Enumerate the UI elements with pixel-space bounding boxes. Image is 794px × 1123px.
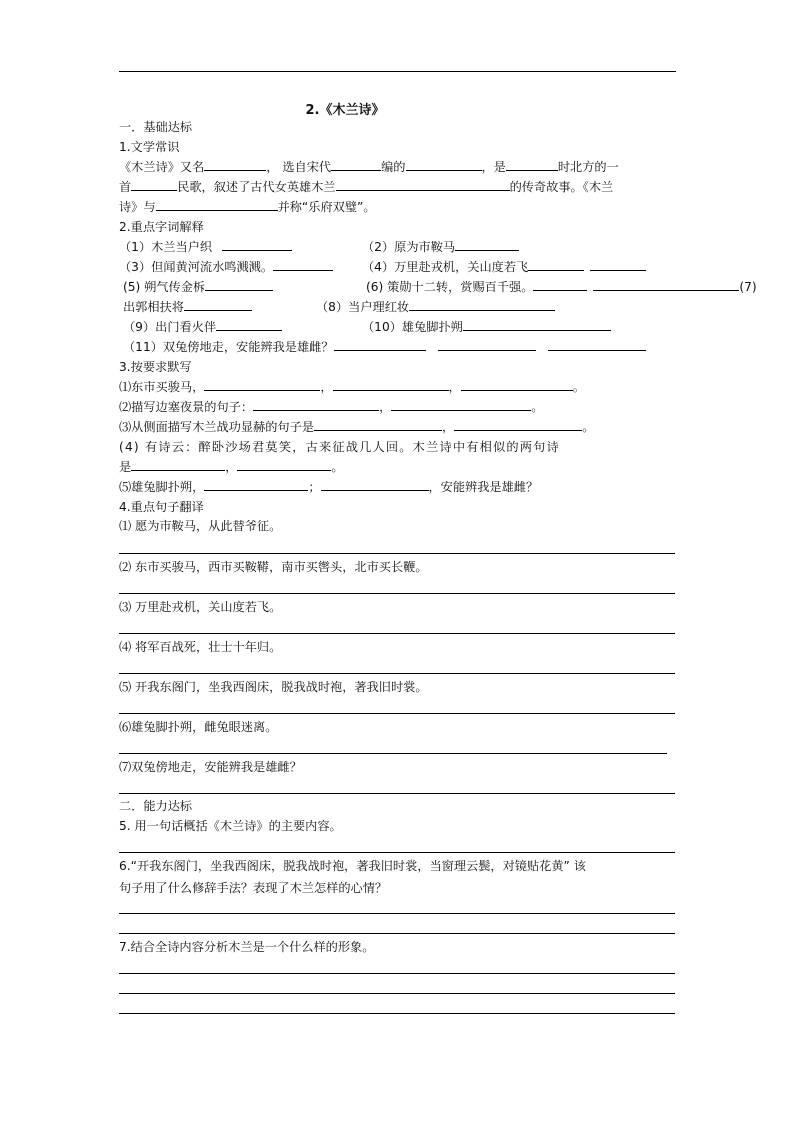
punct: 。 — [572, 380, 585, 394]
q2-row2 — [119, 259, 333, 275]
blank[interactable] — [204, 479, 308, 491]
q6-text-line1: 6.“开我东阁门，坐我西阁床，脱我战时袍，著我旧时裳，当窗理云鬓，对镜贴花黄” 该 — [119, 859, 586, 873]
q3-text: ⑸雄兔脚扑朔， — [119, 480, 205, 494]
blank[interactable] — [204, 379, 320, 391]
q2-item: （8）当户理红妆 — [316, 300, 410, 314]
q4-heading: 4.重点句子翻译 — [119, 500, 204, 514]
blank[interactable] — [409, 299, 555, 311]
blank[interactable] — [131, 459, 225, 471]
q2-row4 — [123, 299, 252, 315]
blank[interactable] — [131, 179, 177, 191]
q4-sentence-3: ⑶ 万里赴戎机，关山度若飞。 — [119, 600, 282, 614]
punct: ； — [308, 480, 321, 494]
q1-heading: 1.文学常识 — [119, 140, 180, 154]
q4-sentence-4: ⑷ 将军百战死，壮士十年归。 — [119, 640, 282, 654]
answer-line[interactable] — [119, 933, 675, 934]
q1-text: 首 — [119, 180, 132, 194]
q1-text: 的传奇故事。《木兰 — [509, 180, 614, 194]
q2-item: （10）雄兔脚扑朔 — [362, 320, 463, 334]
q2-item-number: (7) — [739, 280, 757, 294]
q2-item: （3）但闻黄河流水鸣溅溅。 — [119, 260, 274, 274]
q2-item: (5) 朔气传金柝 — [123, 280, 206, 294]
q2-row5b — [362, 319, 611, 335]
section1-heading: 一．基础达标 — [119, 120, 193, 134]
blank[interactable] — [156, 199, 278, 211]
q1-line1 — [119, 159, 619, 175]
answer-line[interactable] — [119, 673, 675, 674]
answer-line[interactable] — [119, 633, 675, 634]
blank[interactable] — [406, 159, 482, 171]
blank[interactable] — [216, 319, 282, 331]
blank[interactable] — [593, 279, 739, 291]
q4-sentence-6: ⑹雄兔脚扑朔，雌兔眼迷离。 — [119, 720, 278, 734]
q1-text: 并称“乐府双璧”。 — [277, 200, 376, 214]
q2-row4b — [316, 299, 555, 315]
q1-text: 编的 — [381, 160, 406, 174]
q2-row3 — [123, 279, 273, 295]
blank[interactable] — [205, 279, 273, 291]
q1-line3 — [119, 199, 376, 215]
answer-line[interactable] — [119, 753, 667, 754]
answer-line[interactable] — [119, 852, 675, 853]
q2-item: （9）出门看火伴 — [123, 320, 217, 334]
punct: ， — [442, 420, 455, 434]
q4-sentence-2: ⑵ 东市买骏马，西市买鞍鞯，南市买辔头，北市买长鞭。 — [119, 560, 428, 574]
q1-text: 诗》与 — [119, 200, 156, 214]
blank[interactable] — [222, 239, 292, 251]
q3-line1 — [119, 379, 585, 395]
q4-sentence-1: ⑴ 愿为市鞍马，从此替爷征。 — [119, 519, 282, 533]
q6-text-line2: 句子用了什么修辞手法？表现了木兰怎样的心情？ — [119, 881, 388, 895]
punct: ， — [320, 380, 333, 394]
q3-text: ⑵描写边塞夜景的句子： — [119, 400, 254, 414]
q3-text: ⑴东市买骏马， — [119, 380, 205, 394]
punct: ， — [448, 380, 461, 394]
answer-line[interactable] — [119, 553, 675, 554]
q1-text: 时北方的一 — [557, 160, 619, 174]
q2-item: （1）木兰当户织 — [119, 240, 213, 254]
q3-line2 — [119, 399, 543, 415]
blank[interactable] — [336, 179, 510, 191]
q4-sentence-7: ⑺双兔傍地走，安能辨我是雄雌？ — [119, 760, 302, 774]
answer-line[interactable] — [119, 1013, 675, 1014]
q2-row5 — [123, 319, 282, 335]
q3-text: ，安能辨我是雄雌？ — [428, 480, 539, 494]
blank[interactable] — [463, 319, 611, 331]
q2-heading: 2.重点字词解释 — [119, 220, 204, 234]
q1-text: ，是 — [481, 160, 506, 174]
answer-line[interactable] — [119, 593, 675, 594]
blank[interactable] — [461, 379, 573, 391]
q2-item: (6) 策勋十二转，赏赐百千强。 — [366, 280, 534, 294]
answer-line[interactable] — [119, 973, 675, 974]
q2-row6 — [123, 339, 646, 355]
blank[interactable] — [438, 339, 536, 351]
answer-line[interactable] — [119, 713, 675, 714]
q1-text: ， 选自宋代 — [266, 160, 332, 174]
blank[interactable] — [331, 159, 381, 171]
blank[interactable] — [314, 419, 442, 431]
blank[interactable] — [391, 399, 531, 411]
q5-text: 5. 用一句话概括《木兰诗》的主要内容。 — [119, 819, 342, 833]
punct: ， — [225, 460, 238, 474]
q7-text: 7.结合全诗内容分析木兰是一个什么样的形象。 — [119, 940, 375, 954]
q3-text: 是 — [119, 460, 132, 474]
q2-item: 出郭相扶将 — [123, 300, 184, 314]
q3-heading: 3.按要求默写 — [119, 360, 192, 374]
punct: 。 — [531, 400, 544, 414]
answer-line[interactable] — [119, 913, 675, 914]
q2-row2b — [362, 259, 646, 275]
q3-line5 — [119, 479, 538, 495]
punct: 。 — [582, 420, 595, 434]
q2-row1b — [362, 239, 519, 255]
q3-line3 — [119, 419, 594, 435]
blank[interactable] — [548, 339, 646, 351]
top-rule — [119, 71, 676, 72]
q2-item: （11）双兔傍地走，安能辨我是雄雌？ — [123, 340, 334, 354]
blank[interactable] — [253, 399, 379, 411]
blank[interactable] — [506, 159, 558, 171]
q4-sentence-5: ⑸ 开我东阁门，坐我西阁床，脱我战时袍，著我旧时裳。 — [119, 680, 428, 694]
blank[interactable] — [454, 419, 582, 431]
punct: 。 — [331, 460, 344, 474]
q1-text: 《木兰诗》又名 — [119, 160, 205, 174]
answer-line[interactable] — [119, 793, 675, 794]
blank[interactable] — [533, 279, 587, 291]
q1-text: 民歌，叙述了古代女英雄木兰 — [177, 180, 336, 194]
blank[interactable] — [273, 259, 333, 271]
q1-line2 — [119, 179, 613, 195]
punct: ， — [379, 400, 392, 414]
blank[interactable] — [321, 479, 429, 491]
blank[interactable] — [333, 379, 449, 391]
answer-line[interactable] — [119, 993, 675, 994]
blank[interactable] — [184, 299, 252, 311]
q3-line4: (4) 有诗云：醉卧沙场君莫笑，古来征战几人回。木兰诗中有相似的两句诗 — [119, 440, 560, 454]
blank[interactable] — [455, 239, 519, 251]
page-title: 2.《木兰诗》 — [305, 103, 385, 118]
section2-heading: 二．能力达标 — [119, 799, 193, 813]
q2-item: （4）万里赴戎机，关山度若飞 — [362, 260, 529, 274]
q3-text: ⑶从侧面描写木兰战功显赫的句子是 — [119, 420, 314, 434]
blank[interactable] — [204, 159, 266, 171]
blank[interactable] — [237, 459, 331, 471]
q3-line4b — [119, 459, 344, 475]
blank[interactable] — [528, 259, 584, 271]
blank[interactable] — [334, 339, 426, 351]
blank[interactable] — [590, 259, 646, 271]
q2-row1 — [119, 239, 292, 255]
q2-item: （2）原为市鞍马 — [362, 240, 456, 254]
q2-row3b — [366, 279, 757, 295]
